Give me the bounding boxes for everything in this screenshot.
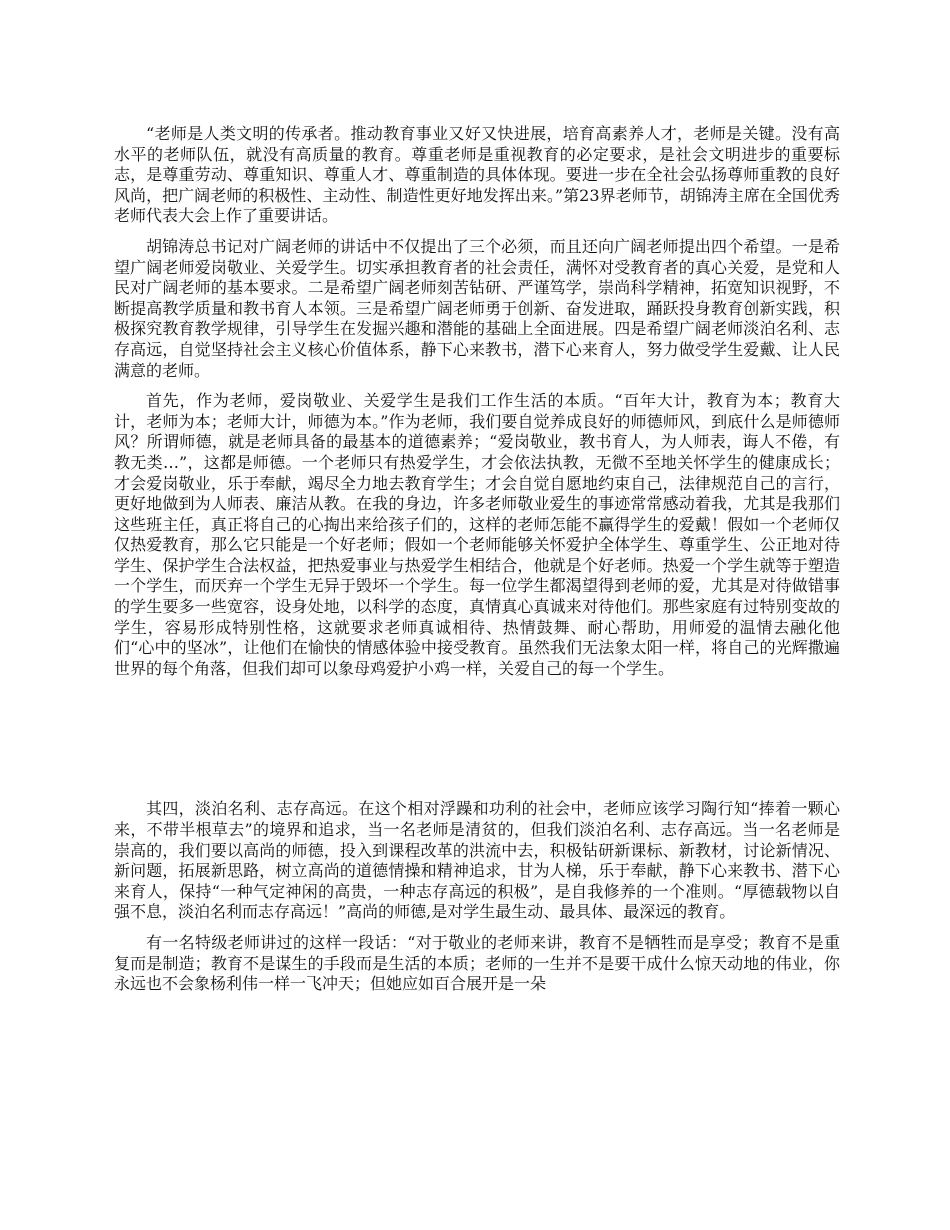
paragraph-spacer (114, 227, 840, 237)
paragraph-fourth-point: 其四，淡泊名利、志存高远。在这个相对浮躁和功利的社会中，老师应该学习陶行知“捧着一颗心来，不带半根草去”的境界和追求，当一名老师是清贫的，但我们淡泊名利、志存高远。当一名老师是崇高的，我们要以高尚的师德，投入到课程改革的洪流中去，积极钻研新课标、新教材，讨论新情况、新问题，拓展新思路，树立高尚的道德情操和精神追求，甘为人梯，乐于奉献，静下心来教书、潜下心来育人，保持“一种气定神闲的高贵，一种志存高远的积极”，是自我修养的一个准则。“厚德载物以自强不息，淡泊名利而志存高远！”高尚的师德,是对学生最生动、最具体、最深远的教育。 (114, 799, 840, 922)
paragraph-special-teacher-quote: 有一名特级老师讲过的这样一段话：“对于敬业的老师来讲，教育不是牺牲而是享受；教育不是重复而是制造；教育不是谋生的手段而是生活的本质；老师的一生并不是要干成什么惊天动地的伟业，你永远也不会象杨利伟一样一飞冲天；但她应如百合展开是一朵 (114, 933, 840, 994)
paragraph-four-hopes: 胡锦涛总书记对广阔老师的讲话中不仅提出了三个必须，而且还向广阔老师提出四个希望。一是希望广阔老师爱岗敬业、关爱学生。切实承担教育者的社会责任，满怀对受教育者的真心关爱，是党和人民对广阔老师的基本要求。二是希望广阔老师刻苦钻研、严谨笃学，崇尚科学精神，拓宽知识视野，不断提高教学质量和教书育人本领。三是希望广阔老师勇于创新、奋发进取，踊跃投身教育创新实践，积极探究教育教学规律，引导学生在发掘兴趣和潜能的基础上全面进展。四是希望广阔老师淡泊名利、志存高远，自觉坚持社会主义核心价值体系，静下心来教书，潜下心来育人，努力做受学生爱戴、让人民满意的老师。 (114, 236, 840, 380)
paragraph-teacher-role: “老师是人类文明的传承者。推动教育事业又好又快进展，培育高素养人才，老师是关键。没有高水平的老师队伍，就没有高质量的教育。尊重老师是重视教育的必定要求，是社会文明进步的重要标志，是尊重劳动、尊重知识、尊重人才、尊重制造的具体体现。要进一步在全社会弘扬尊师重教的良好风尚，把广阔老师的积极性、主动性、制造性更好地发挥出来。”第23界老师节，胡锦涛主席在全国优秀老师代表大会上作了重要讲话。 (114, 124, 840, 226)
paragraph-spacer (114, 381, 840, 391)
section-gap (114, 679, 840, 799)
document-body (114, 124, 840, 995)
paragraph-first-point: 首先，作为老师，爱岗敬业、关爱学生是我们工作生活的本质。“百年大计，教育为本；教育大计，老师为本；老师大计，师德为本。”作为老师，我们要自觉养成良好的师德师风，到底什么是师德师风？所谓师德，就是老师具备的最基本的道德素养；“爱岗敬业，教书育人，为人师表，诲人不倦，有教无类…”，这都是师德。一个老师只有热爱学生，才会依法执教，无微不至地关怀学生的健康成长；才会爱岗敬业，乐于奉献，竭尽全力地去教育学生；才会自觉自愿地约束自己，法律规范自己的言行，更好地做到为人师表、廉洁从教。在我的身边，许多老师敬业爱生的事迹常常感动着我，尤其是我那们这些班主任，真正将自己的心掏出来给孩子们的，这样的老师怎能不赢得学生的爱戴！假如一个老师仅仅热爱教育，那么它只能是一个好老师；假如一个老师能够关怀爱护全体学生、尊重学生、公正地对待学生、保护学生合法权益，把热爱事业与热爱学生相结合，他就是个好老师。热爱一个学生就等于塑造一个学生，而厌弃一个学生无异于毁坏一个学生。每一位学生都渴望得到老师的爱，尤其是对待做错事的学生要多一些宽容，设身处地，以科学的态度，真情真心真诚来对待他们。那些家庭有过特别变故的学生，容易形成特别性格，这就要求老师真诚相待、热情鼓舞、耐心帮助，用师爱的温情去融化他们“心中的坚冰”，让他们在愉快的情感体验中接受教育。虽然我们无法象太阳一样，将自己的光辉撒遍世界的每个角落，但我们却可以象母鸡爱护小鸡一样，关爱自己的每一个学生。 (114, 391, 840, 678)
paragraph-spacer (114, 923, 840, 933)
